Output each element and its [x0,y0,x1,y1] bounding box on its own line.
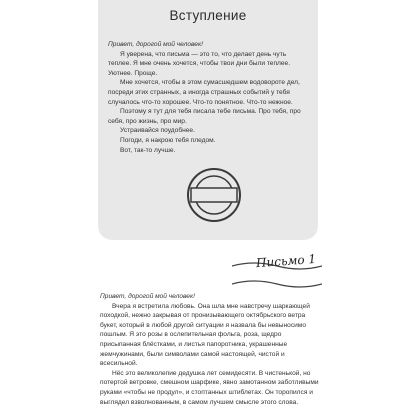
intro-card [98,0,318,240]
intro-body [108,40,308,155]
letter-paragraph: Нёс это великолепие дедушка лет семидесяти. В чистенькой, но потертой ветровке, смешном шарфике, явно замотанном заботливыми руками «чтобы не продул», и стоптанных штиблетах. Он торопился и выглядел взволнованным, в самом лучшем смысле этого слова. [100,369,319,406]
letter-paragraph: Вчера я встретила любовь. Она шла мне навстречу шаркающей походкой, нежно закрывая от пронизывающего октябрьского ветра букет, который в любой другой ситуации я назвала бы невыносимо пошлым. Я это розы в ослепительная фольга, роза, щедро присыпанная блёстками, и листья папоротника, украшенные жемчужинами, были символами самой настоящей, чистой и всесильной. [100,302,310,368]
intro-paragraph: Я уверена, что письма — это то, что делает день чуть теплее. Я мне очень хочется, чтобы твои дни были теплее. Уютнее. Проще. [108,50,291,77]
postmark-stamp-icon [185,166,243,224]
intro-paragraph: Мне хочется, чтобы в этом сумасшедшем водовороте дел, посреди этих странных, а иногда страшных событий у тебя случалось что-то хорошее. Что-то понятное. Что-то нежное. [108,79,300,106]
intro-title: Вступление [169,8,247,23]
letter-heading: Письмо 1 [255,251,317,271]
intro-paragraph: Погоди, я накрою тебя пледом. [120,136,216,144]
intro-paragraph: Поэтому я тут для тебя писала тебе письма. Про тебя, про себя, про жизнь, про мир. [108,108,301,125]
intro-greeting: Привет, дорогой мой человек! [108,41,203,48]
intro-paragraph: Вот, так-то лучше. [120,146,176,154]
letter-greeting: Привет, дорогой мой человек! [100,293,195,300]
letter-body [100,292,320,407]
intro-paragraph: Устраивайся поудобнее. [120,127,195,135]
